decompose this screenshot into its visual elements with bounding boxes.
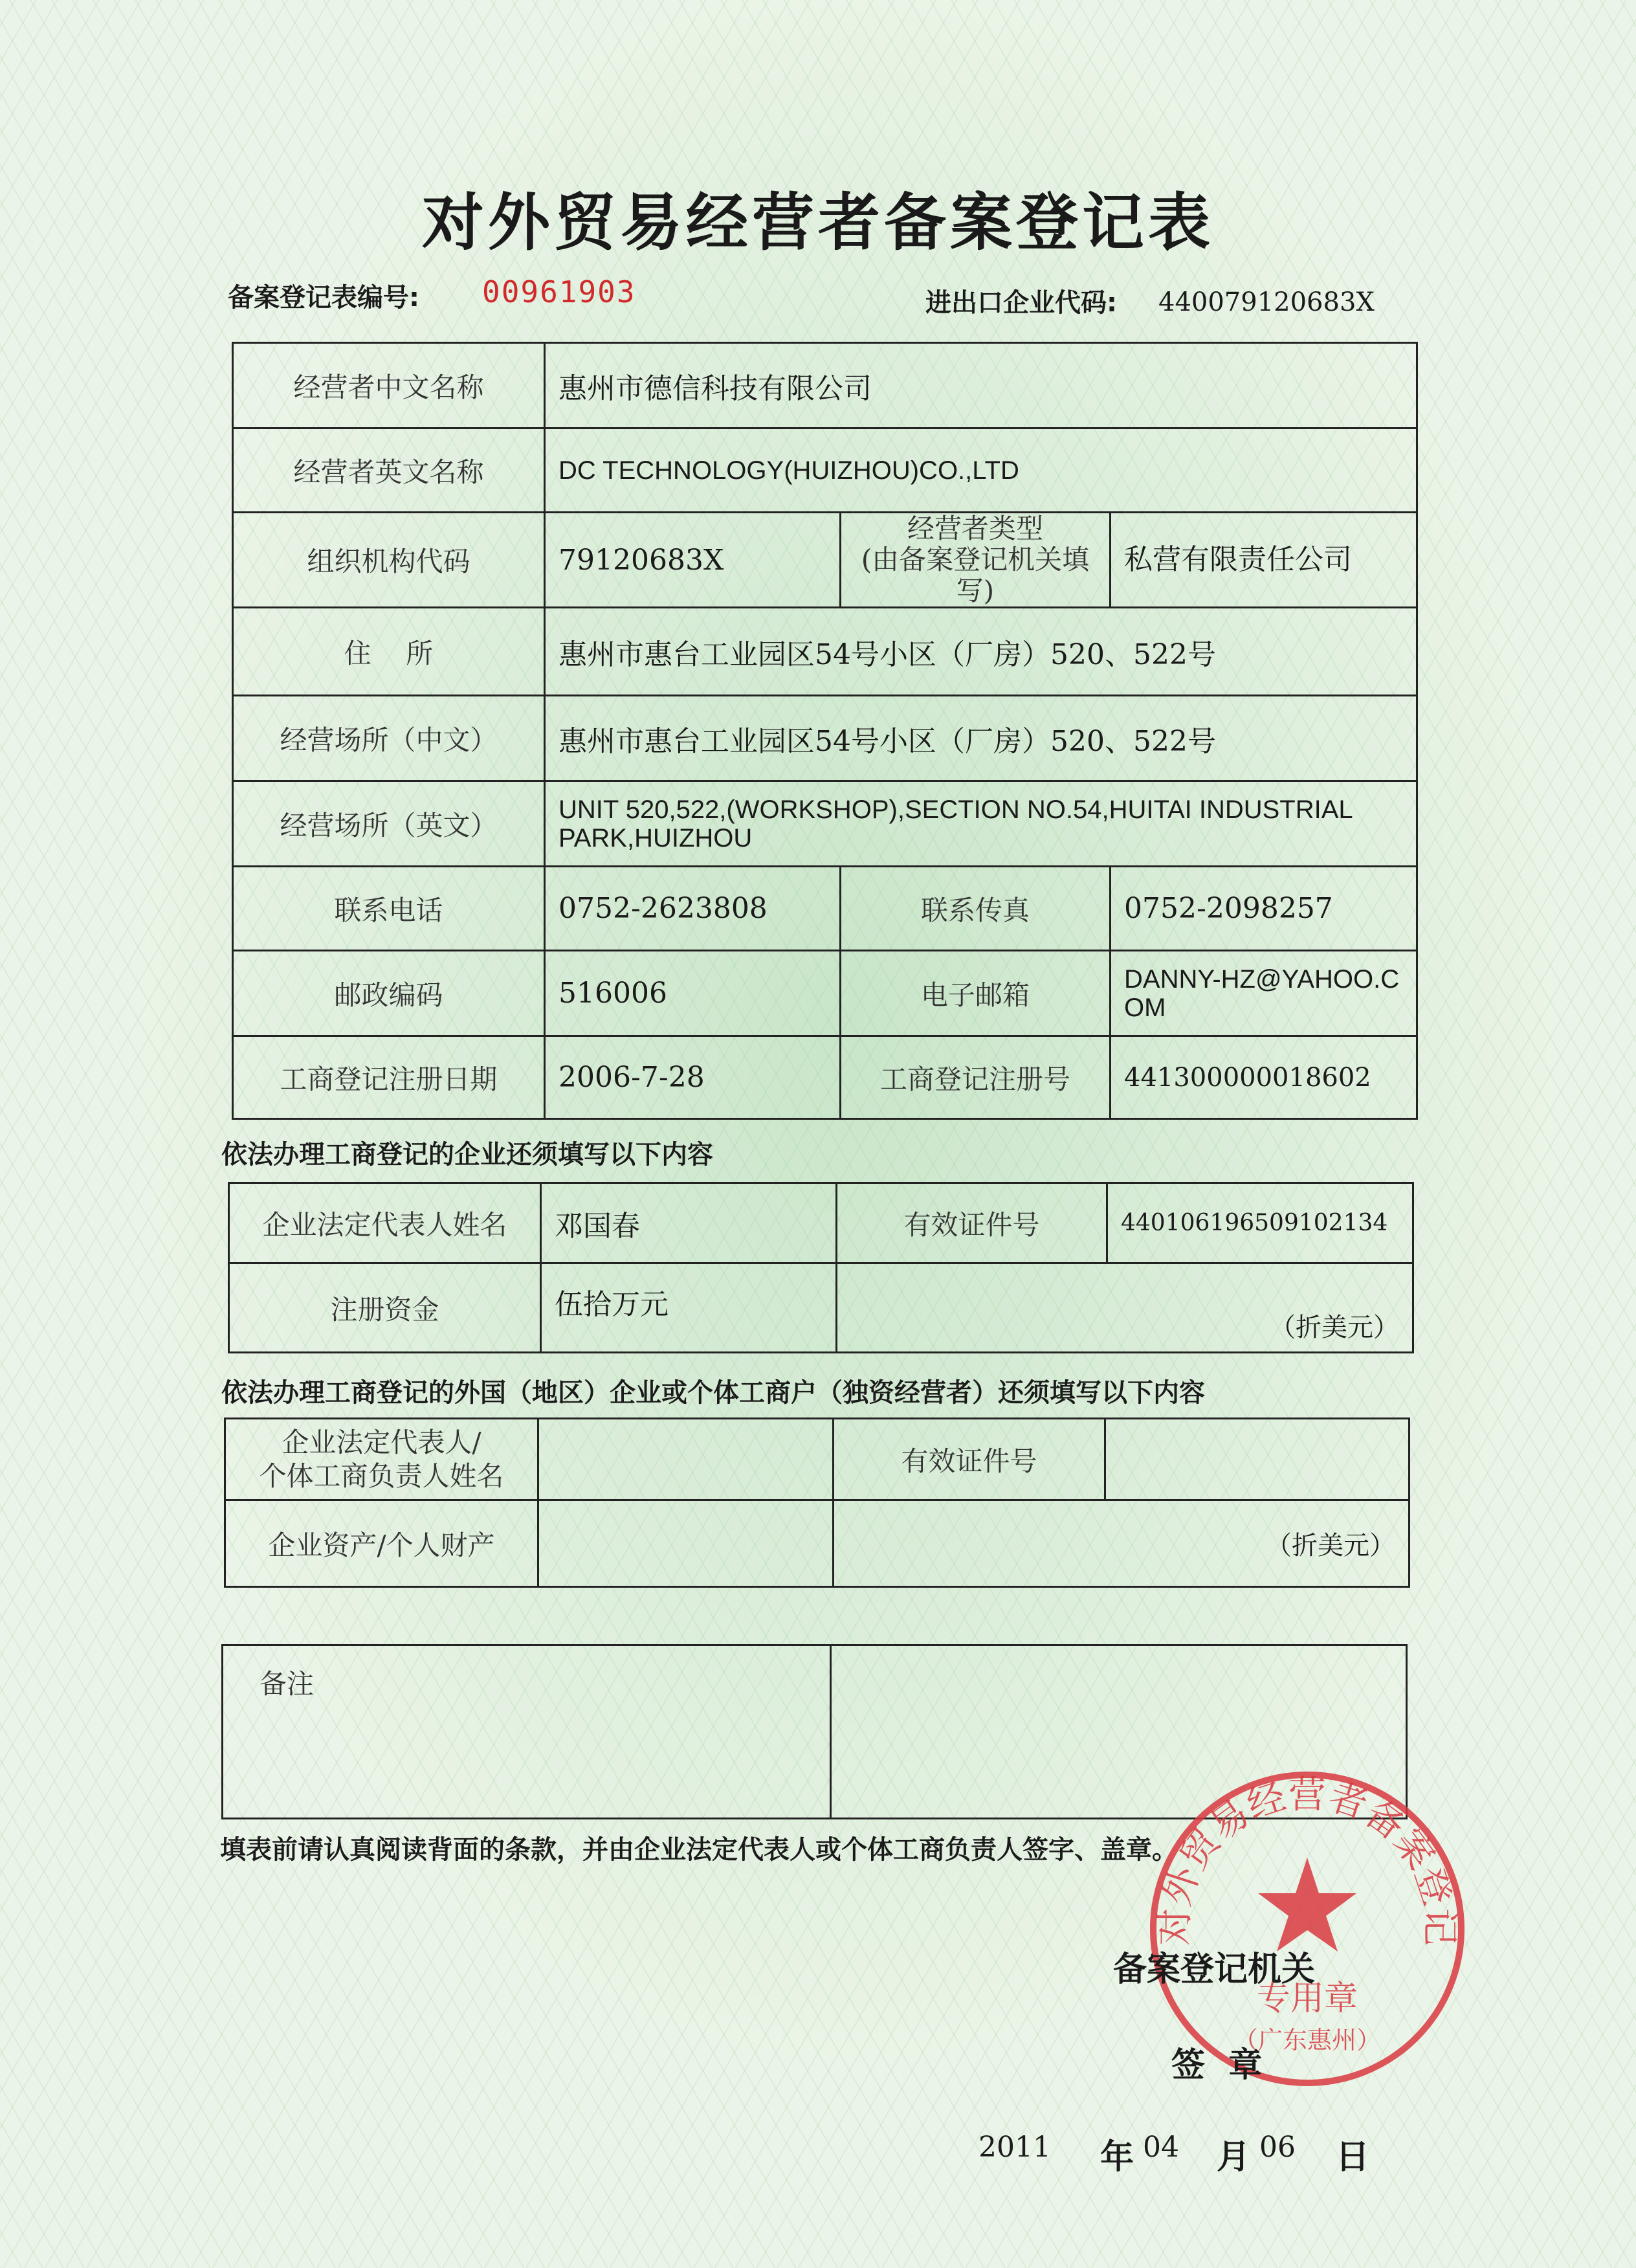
type-label-line2: (由备案登记机关填写) [861, 544, 1090, 606]
table-row [233, 608, 1417, 696]
foreign-rep-label-line2: 个体工商负责人姓名 [259, 1460, 504, 1492]
reg-date-label: 工商登记注册日期 [233, 1036, 545, 1119]
id-value: 440106196509102134 [1107, 1183, 1413, 1263]
seal-center-text: 专用章 [1256, 1979, 1358, 2018]
reg-no-value: 00961903 [482, 274, 636, 309]
id-label: 有效证件号 [837, 1183, 1107, 1263]
sign-label: 签 章 [1171, 2046, 1263, 2085]
phone-value: 0752-2623808 [545, 867, 841, 951]
en-name-label: 经营者英文名称 [233, 428, 545, 513]
date-year: 2011 [978, 2131, 1051, 2164]
capital-value: 伍拾万元 [541, 1263, 837, 1353]
org-code-value: 79120683X [545, 513, 841, 608]
date-month: 04 [1143, 2131, 1179, 2164]
foreign-id-value [1105, 1419, 1409, 1500]
capital-label: 注册资金 [229, 1263, 541, 1353]
postcode-value: 516006 [545, 951, 841, 1036]
phone-label: 联系电话 [233, 867, 545, 951]
foreign-rep-label [225, 1419, 538, 1500]
section1-table [228, 1182, 1414, 1353]
email-label: 电子邮箱 [841, 951, 1111, 1036]
type-label-line1: 经营者类型 [907, 513, 1043, 544]
reg-num-value: 441300000018602 [1111, 1036, 1417, 1119]
authority-label: 备案登记机关 [1113, 1950, 1316, 1989]
seal-ring-text: 对外贸易经营者备案登记 [1152, 1772, 1463, 1946]
table-row [233, 428, 1417, 513]
code-label: 进出口企业代码: [925, 288, 1117, 318]
main-info-table [232, 342, 1418, 1120]
date-day: 06 [1259, 2131, 1296, 2164]
place-cn-label: 经营场所（中文） [233, 696, 545, 781]
remarks-label: 备注 [223, 1645, 831, 1819]
reg-num-label: 工商登记注册号 [841, 1036, 1111, 1119]
fax-label: 联系传真 [841, 867, 1111, 951]
table-row [233, 696, 1417, 781]
table-row [233, 867, 1417, 951]
foreign-rep-label-line1: 企业法定代表人/ [282, 1426, 481, 1458]
email-value: DANNY-HZ@YAHOO.COM [1111, 951, 1417, 1036]
date-day-label: 日 [1336, 2138, 1370, 2177]
table-row [233, 343, 1417, 428]
table-row [225, 1419, 1409, 1500]
assets-value [538, 1500, 834, 1587]
section2-table [224, 1418, 1410, 1588]
assets-label: 企业资产/个人财产 [225, 1500, 538, 1587]
table-row [233, 781, 1417, 867]
en-name-value: DC TECHNOLOGY(HUIZHOU)CO.,LTD [545, 428, 1417, 513]
cn-name-value: 惠州市德信科技有限公司 [545, 343, 1417, 428]
assets-usd-note: （折美元） [834, 1500, 1409, 1587]
org-code-label: 组织机构代码 [233, 513, 545, 608]
rep-label: 企业法定代表人姓名 [229, 1183, 541, 1263]
table-row [233, 513, 1417, 608]
seal-star-icon [1258, 1858, 1356, 1951]
footer-instruction: 填表前请认真阅读背面的条款，并由企业法定代表人或个体工商负责人签字、盖章。 [220, 1835, 1178, 1865]
seal-place-text: （广东惠州） [1233, 2026, 1382, 2054]
place-cn-value: 惠州市惠台工业园区54号小区（厂房）520、522号 [545, 696, 1417, 781]
cn-name-label: 经营者中文名称 [233, 343, 545, 428]
date-month-label: 月 [1217, 2138, 1251, 2177]
date-year-label: 年 [1100, 2138, 1134, 2177]
code-value: 440079120683X [1158, 287, 1375, 317]
table-row [233, 1036, 1417, 1119]
table-row [233, 951, 1417, 1036]
rep-value: 邓国春 [541, 1183, 837, 1263]
postcode-label: 邮政编码 [233, 951, 545, 1036]
reg-date-value: 2006-7-28 [545, 1036, 841, 1119]
capital-usd-note: （折美元） [837, 1263, 1413, 1353]
table-row [229, 1263, 1413, 1353]
place-en-label: 经营场所（英文） [233, 781, 545, 867]
document-title: 对外贸易经营者备案登记表 [422, 186, 1214, 259]
address-label: 住 所 [233, 608, 545, 696]
section1-heading: 依法办理工商登记的企业还须填写以下内容 [221, 1140, 713, 1170]
table-row [229, 1183, 1413, 1263]
type-value: 私营有限责任公司 [1111, 513, 1417, 608]
table-row [225, 1500, 1409, 1587]
type-label [841, 513, 1111, 608]
place-en-value: UNIT 520,522,(WORKSHOP),SECTION NO.54,HUITAI INDUSTRIAL PARK,HUIZHOU [545, 781, 1417, 867]
foreign-rep-value [538, 1419, 834, 1500]
section2-heading: 依法办理工商登记的外国（地区）企业或个体工商户（独资经营者）还须填写以下内容 [221, 1378, 1205, 1408]
address-value: 惠州市惠台工业园区54号小区（厂房）520、522号 [545, 608, 1417, 696]
fax-value: 0752-2098257 [1111, 867, 1417, 951]
foreign-id-label: 有效证件号 [834, 1419, 1105, 1500]
reg-no-label: 备案登记表编号: [228, 283, 419, 313]
